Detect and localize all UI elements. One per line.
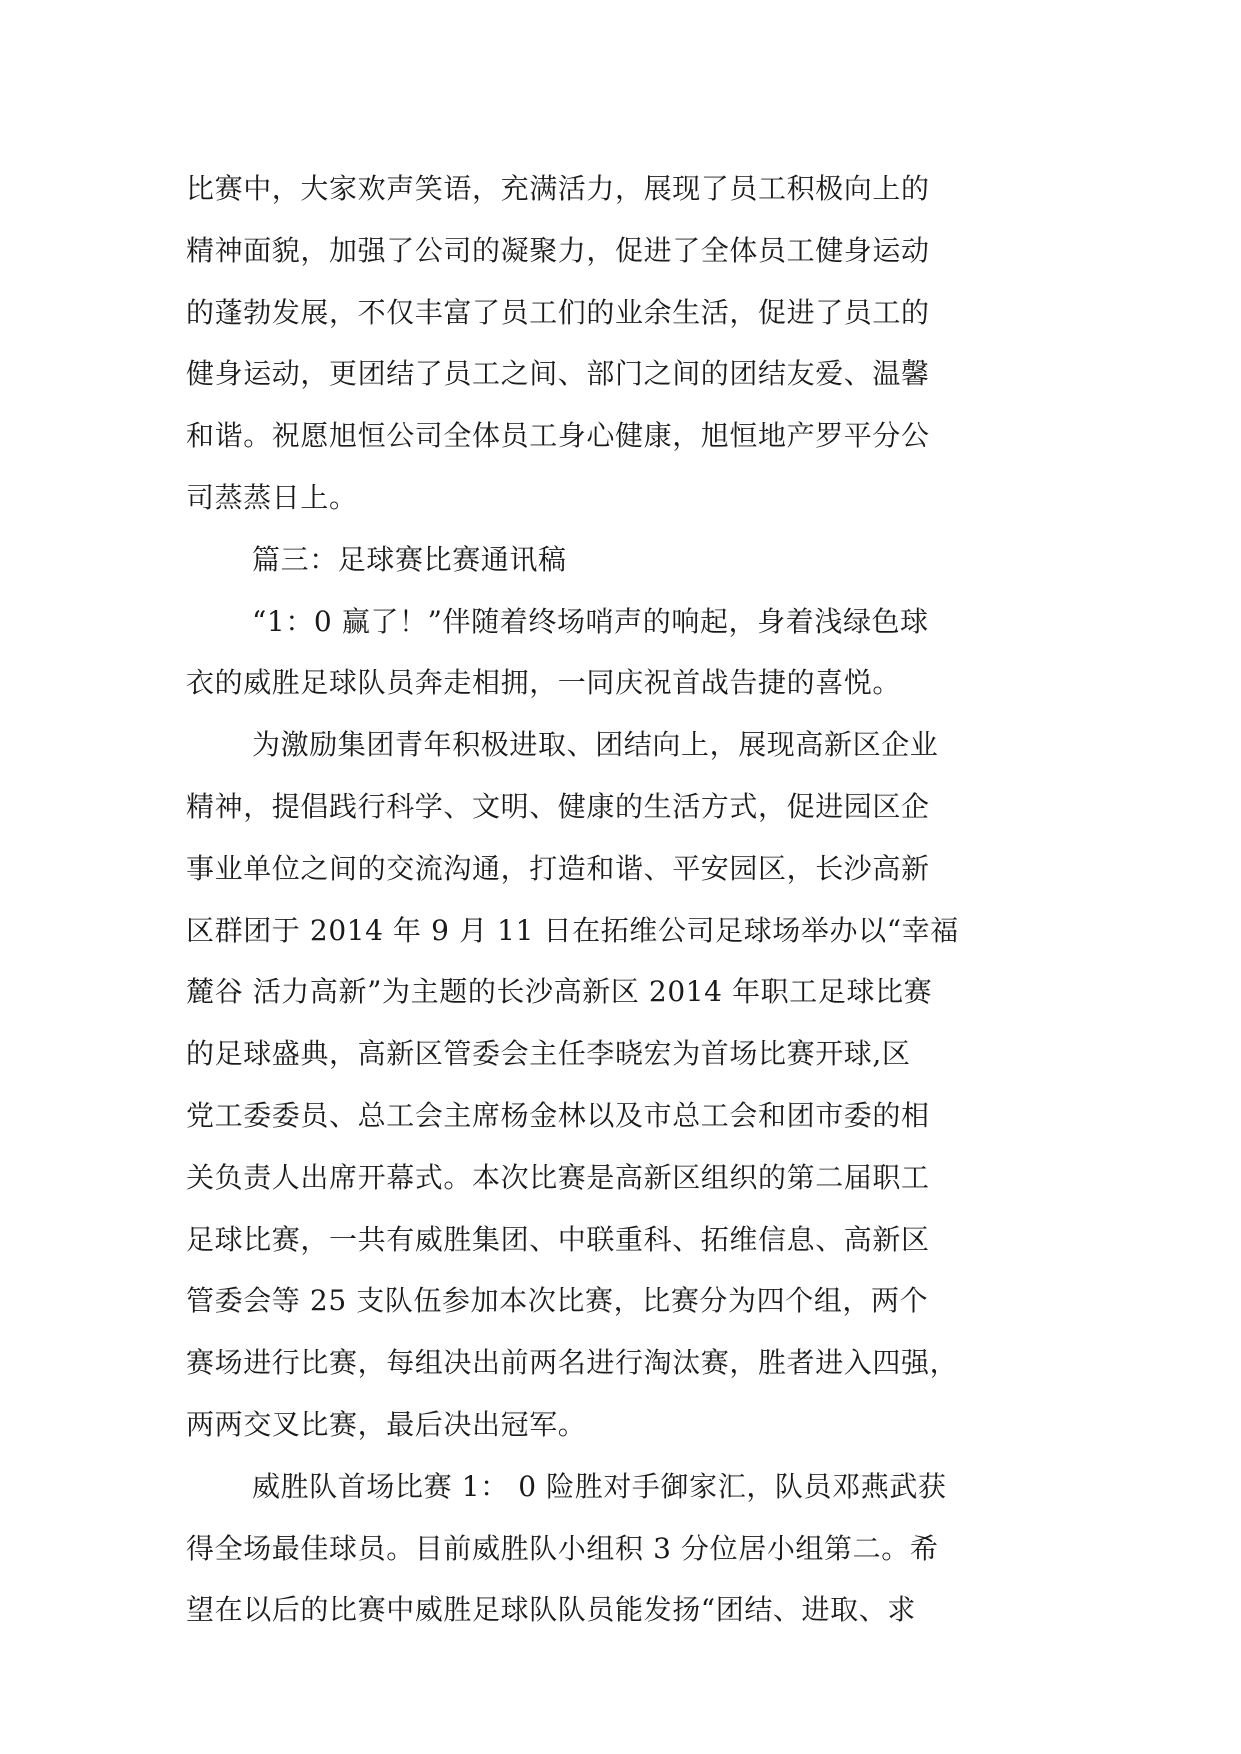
- text-line: 精神，提倡践行科学、文明、健康的生活方式，促进园区企: [186, 789, 930, 823]
- text-line: 的足球盛典，高新区管委会主任李晓宏为首场比赛开球,区: [186, 1037, 911, 1071]
- text-line: 比赛中，大家欢声笑语，充满活力，展现了员工积极向上的: [186, 172, 930, 205]
- text-line: 篇三：足球赛比赛通讯稿: [252, 542, 567, 576]
- text-line: 望在以后的比赛中威胜足球队队员能发扬“团结、进取、求: [186, 1593, 916, 1627]
- text-line: 精神面貌，加强了公司的凝聚力，促进了全体员工健身运动: [186, 233, 930, 267]
- text-line: 司蒸蒸日上。: [186, 480, 358, 514]
- text-line: 威胜队首场比赛 1： 0 险胜对手御家汇，队员邓燕武获: [252, 1469, 947, 1503]
- text-line: 事业单位之间的交流沟通，打造和谐、平安园区，长沙高新: [186, 851, 930, 885]
- text-line: 党工委委员、总工会主席杨金林以及市总工会和团市委的相: [186, 1098, 930, 1132]
- text-line: 区群团于 2014 年 9 月 11 日在拓维公司足球场举办以“幸福: [186, 913, 959, 947]
- text-line: 赛场进行比赛，每组决出前两名进行淘汰赛，胜者进入四强，: [186, 1346, 959, 1380]
- text-line: 衣的威胜足球队员奔走相拥，一同庆祝首战告捷的喜悦。: [186, 666, 902, 700]
- text-line: 为激励集团青年积极进取、团结向上，展现高新区企业: [252, 728, 939, 762]
- text-line: 两两交叉比赛，最后决出冠军。: [186, 1407, 587, 1441]
- text-line: 足球比赛，一共有威胜集团、中联重科、拓维信息、高新区: [186, 1222, 930, 1256]
- text-line: 管委会等 25 支队伍参加本次比赛，比赛分为四个组，两个: [186, 1284, 929, 1318]
- text-line: 关负责人出席开幕式。本次比赛是高新区组织的第二届职工: [186, 1160, 930, 1194]
- text-line: 麓谷 活力高新”为主题的长沙高新区 2014 年职工足球比赛: [186, 975, 933, 1009]
- text-line: 健身运动，更团结了员工之间、部门之间的团结友爱、温馨: [186, 357, 930, 391]
- text-line: 得全场最佳球员。目前威胜队小组积 3 分位居小组第二。希: [186, 1531, 939, 1565]
- text-line: “1：0 赢了！”伴随着终场哨声的响起，身着浅绿色球: [252, 604, 929, 638]
- text-line: 的蓬勃发展，不仅丰富了员工们的业余生活，促进了员工的: [186, 295, 930, 329]
- body-text: [186, 158, 1054, 1641]
- text-line: 和谐。祝愿旭恒公司全体员工身心健康，旭恒地产罗平分公: [186, 419, 930, 453]
